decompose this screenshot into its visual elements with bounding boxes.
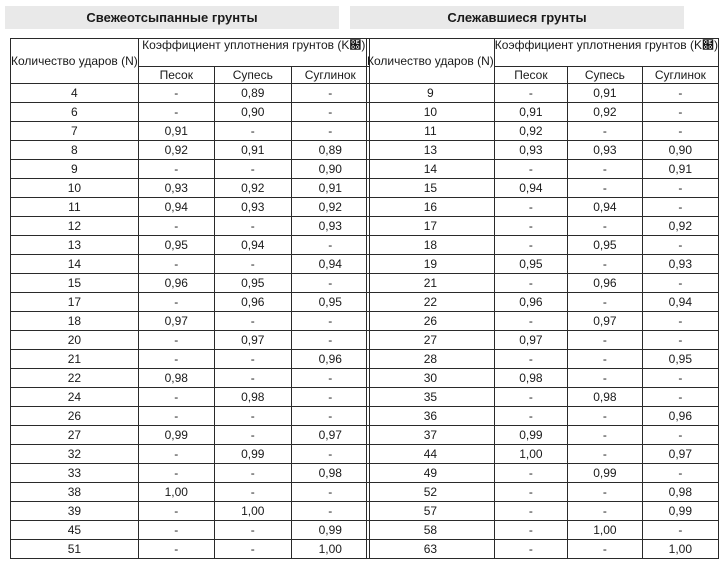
loam-value-cell: - (291, 122, 369, 141)
table-row (367, 369, 719, 388)
table-row (11, 464, 370, 483)
sandy-loam-value-cell: - (568, 445, 643, 464)
sand-value-cell: - (138, 407, 214, 426)
sand-value-cell: 1,00 (138, 483, 214, 502)
sand-value-cell: - (494, 483, 567, 502)
blows-count-cell: 9 (367, 84, 495, 103)
table-row (367, 293, 719, 312)
blows-count-cell: 52 (367, 483, 495, 502)
loam-value-cell: - (642, 312, 718, 331)
blows-count-cell: 22 (367, 293, 495, 312)
table-row (367, 312, 719, 331)
table-row (11, 502, 370, 521)
table-row (11, 521, 370, 540)
blows-count-cell: 33 (11, 464, 139, 483)
loam-value-cell: 0,91 (291, 179, 369, 198)
loam-value-cell: 0,98 (291, 464, 369, 483)
table-row (367, 483, 719, 502)
table-row (11, 445, 370, 464)
loam-value-cell: 0,89 (291, 141, 369, 160)
blows-count-cell: 35 (367, 388, 495, 407)
table-row (367, 331, 719, 350)
sandy-loam-value-cell: 1,00 (568, 521, 643, 540)
loam-value-cell: - (642, 464, 718, 483)
sandy-loam-value-cell: 0,96 (568, 274, 643, 293)
sandy-loam-value-cell: 0,91 (214, 141, 291, 160)
sand-value-cell: 0,91 (494, 103, 567, 122)
sandy-loam-value-cell: 0,98 (214, 388, 291, 407)
sandy-loam-value-cell: 0,99 (214, 445, 291, 464)
sand-value-cell: 0,94 (494, 179, 567, 198)
sandy-loam-value-cell: - (214, 540, 291, 559)
loam-value-cell: 0,96 (291, 350, 369, 369)
fresh-soils-panel (5, 6, 339, 29)
table-row (11, 274, 370, 293)
sand-value-cell: - (494, 84, 567, 103)
blows-count-cell: 26 (367, 312, 495, 331)
sandy-loam-value-cell: - (568, 293, 643, 312)
sand-value-cell: - (138, 103, 214, 122)
loam-value-cell: - (642, 331, 718, 350)
sandy-loam-value-cell: - (568, 483, 643, 502)
sand-value-cell: 0,98 (494, 369, 567, 388)
table-row (11, 407, 370, 426)
table-row (367, 84, 719, 103)
blows-count-cell: 8 (11, 141, 139, 160)
blows-count-cell: 14 (11, 255, 139, 274)
table-row (11, 426, 370, 445)
sand-value-cell: 0,99 (494, 426, 567, 445)
blows-count-cell: 21 (367, 274, 495, 293)
sandy-loam-value-cell: 0,96 (214, 293, 291, 312)
blows-count-cell: 24 (11, 388, 139, 407)
loam-value-cell: - (291, 388, 369, 407)
loam-value-cell: 0,97 (291, 426, 369, 445)
loam-value-cell: - (291, 331, 369, 350)
loam-value-cell: - (291, 84, 369, 103)
blows-count-cell: 13 (367, 141, 495, 160)
loam-value-cell: - (642, 236, 718, 255)
sand-column-header: Песок (494, 67, 567, 84)
loam-value-cell: - (642, 274, 718, 293)
loam-value-cell: - (291, 103, 369, 122)
sandy-loam-value-cell: 0,97 (214, 331, 291, 350)
sandy-loam-value-cell: 0,94 (568, 198, 643, 217)
blows-count-cell: 30 (367, 369, 495, 388)
loam-value-cell: - (642, 388, 718, 407)
sand-value-cell: - (138, 350, 214, 369)
fresh-soils-title: Свежеотсыпанные грунты (5, 6, 339, 29)
sandy-loam-value-cell: - (214, 122, 291, 141)
sand-value-cell: - (494, 388, 567, 407)
sandy-loam-value-cell: - (214, 160, 291, 179)
settled-soils-rows (367, 84, 719, 559)
table-row (367, 445, 719, 464)
blows-count-cell: 38 (11, 483, 139, 502)
loam-value-cell: 1,00 (642, 540, 718, 559)
loam-value-cell: 0,97 (642, 445, 718, 464)
sand-column-header: Песок (138, 67, 214, 84)
blows-count-header: Количество ударов (N) (11, 39, 139, 84)
sandy-loam-value-cell: 0,90 (214, 103, 291, 122)
loam-value-cell: - (291, 502, 369, 521)
table-row (11, 236, 370, 255)
sandy-loam-value-cell: - (214, 312, 291, 331)
sand-value-cell: - (494, 407, 567, 426)
sand-value-cell: 0,95 (138, 236, 214, 255)
sand-value-cell: - (494, 350, 567, 369)
table-row (11, 312, 370, 331)
sandy-loam-value-cell: - (568, 407, 643, 426)
loam-value-cell: 0,90 (291, 160, 369, 179)
table-row (367, 464, 719, 483)
table-row (367, 521, 719, 540)
sandy-loam-value-cell: - (568, 217, 643, 236)
blows-count-cell: 26 (11, 407, 139, 426)
sand-value-cell: - (138, 540, 214, 559)
loam-value-cell: - (291, 274, 369, 293)
loam-value-cell: 0,95 (291, 293, 369, 312)
sand-value-cell: - (138, 255, 214, 274)
blows-count-cell: 15 (11, 274, 139, 293)
table-row (11, 350, 370, 369)
blows-count-cell: 21 (11, 350, 139, 369)
sandy-loam-value-cell: 0,93 (568, 141, 643, 160)
sand-value-cell: - (138, 160, 214, 179)
sandy-loam-value-cell: 0,97 (568, 312, 643, 331)
sand-value-cell: 0,98 (138, 369, 214, 388)
loam-value-cell: - (291, 445, 369, 464)
table-row (11, 198, 370, 217)
sandy-loam-value-cell: 0,94 (214, 236, 291, 255)
loam-value-cell: - (642, 521, 718, 540)
sandy-loam-value-cell: - (568, 540, 643, 559)
sandy-loam-value-cell: - (568, 255, 643, 274)
blows-count-header: Количество ударов (N) (367, 39, 495, 84)
loam-value-cell: 0,94 (642, 293, 718, 312)
loam-value-cell: - (642, 103, 718, 122)
loam-value-cell: - (291, 483, 369, 502)
sand-value-cell: 0,93 (138, 179, 214, 198)
sand-value-cell: 1,00 (494, 445, 567, 464)
sand-value-cell: - (494, 540, 567, 559)
sandy-loam-value-cell: - (568, 369, 643, 388)
table-row (367, 103, 719, 122)
blows-count-cell: 17 (11, 293, 139, 312)
loam-value-cell: 0,93 (642, 255, 718, 274)
blows-count-cell: 13 (11, 236, 139, 255)
sand-value-cell: 0,95 (494, 255, 567, 274)
sand-value-cell: - (494, 464, 567, 483)
blows-count-cell: 28 (367, 350, 495, 369)
sandy-loam-value-cell: - (214, 369, 291, 388)
table-row (11, 84, 370, 103)
compaction-coefficient-header: Коэффициент уплотнения грунтов (K฀) (494, 39, 718, 67)
blows-count-cell: 20 (11, 331, 139, 350)
loam-value-cell: 0,99 (291, 521, 369, 540)
table-row (367, 407, 719, 426)
loam-value-cell: - (291, 369, 369, 388)
loam-value-cell: - (642, 122, 718, 141)
blows-count-cell: 14 (367, 160, 495, 179)
loam-value-cell: - (642, 369, 718, 388)
sand-value-cell: - (138, 464, 214, 483)
loam-value-cell: 1,00 (291, 540, 369, 559)
sand-value-cell: 0,97 (494, 331, 567, 350)
blows-count-cell: 18 (11, 312, 139, 331)
fresh-soils-rows (11, 84, 370, 559)
sand-value-cell: 0,92 (494, 122, 567, 141)
blows-count-cell: 39 (11, 502, 139, 521)
sand-value-cell: - (494, 198, 567, 217)
table-row (367, 274, 719, 293)
blows-count-cell: 15 (367, 179, 495, 198)
sandy-loam-value-cell: - (568, 350, 643, 369)
sandy-loam-value-cell: - (214, 407, 291, 426)
blows-count-cell: 36 (367, 407, 495, 426)
loam-value-cell: 0,96 (642, 407, 718, 426)
table-row (11, 483, 370, 502)
sand-value-cell: - (138, 502, 214, 521)
blows-count-cell: 17 (367, 217, 495, 236)
blows-count-cell: 22 (11, 369, 139, 388)
sand-value-cell: - (138, 331, 214, 350)
settled-soils-panel (350, 6, 684, 29)
loam-column-header: Суглинок (642, 67, 718, 84)
sandy-loam-value-cell: - (568, 502, 643, 521)
sandy-loam-value-cell: 0,91 (568, 84, 643, 103)
sandy-loam-value-cell: 0,92 (214, 179, 291, 198)
table-row (367, 141, 719, 160)
blows-count-cell: 10 (11, 179, 139, 198)
sandy-loam-value-cell: - (214, 217, 291, 236)
table-row (11, 369, 370, 388)
loam-value-cell: 0,92 (642, 217, 718, 236)
table-row (11, 217, 370, 236)
table-row (367, 122, 719, 141)
blows-count-cell: 9 (11, 160, 139, 179)
sand-value-cell: - (494, 217, 567, 236)
blows-count-cell: 58 (367, 521, 495, 540)
blows-count-cell: 45 (11, 521, 139, 540)
sandy-loam-value-cell: 0,99 (568, 464, 643, 483)
loam-value-cell: 0,90 (642, 141, 718, 160)
table-row (11, 331, 370, 350)
sand-value-cell: 0,97 (138, 312, 214, 331)
sand-value-cell: - (494, 160, 567, 179)
loam-value-cell: - (642, 179, 718, 198)
blows-count-cell: 7 (11, 122, 139, 141)
sand-value-cell: - (494, 521, 567, 540)
table-row (11, 160, 370, 179)
sandy-loam-column-header: Супесь (568, 67, 643, 84)
sand-value-cell: - (138, 388, 214, 407)
table-row (11, 141, 370, 160)
sandy-loam-value-cell: - (568, 179, 643, 198)
sand-value-cell: 0,96 (138, 274, 214, 293)
blows-count-cell: 37 (367, 426, 495, 445)
sandy-loam-value-cell: - (568, 160, 643, 179)
sand-value-cell: - (138, 217, 214, 236)
sandy-loam-value-cell: - (568, 426, 643, 445)
loam-value-cell: 0,98 (642, 483, 718, 502)
blows-count-cell: 12 (11, 217, 139, 236)
table-row (367, 426, 719, 445)
sand-value-cell: 0,94 (138, 198, 214, 217)
sand-value-cell: 0,99 (138, 426, 214, 445)
blows-count-cell: 49 (367, 464, 495, 483)
loam-value-cell: 0,93 (291, 217, 369, 236)
sand-value-cell: - (138, 521, 214, 540)
loam-value-cell: - (291, 312, 369, 331)
blows-count-cell: 4 (11, 84, 139, 103)
loam-value-cell: 0,91 (642, 160, 718, 179)
blows-count-cell: 57 (367, 502, 495, 521)
sandy-loam-value-cell: 1,00 (214, 502, 291, 521)
sandy-loam-value-cell: - (214, 255, 291, 274)
blows-count-cell: 19 (367, 255, 495, 274)
loam-value-cell: - (291, 236, 369, 255)
sandy-loam-value-cell: - (568, 331, 643, 350)
table-row (367, 160, 719, 179)
sandy-loam-value-cell: - (214, 464, 291, 483)
sand-value-cell: - (494, 236, 567, 255)
fresh-soils-table (10, 38, 370, 559)
blows-count-cell: 51 (11, 540, 139, 559)
blows-count-cell: 44 (367, 445, 495, 464)
table-row (367, 217, 719, 236)
loam-value-cell: - (291, 407, 369, 426)
sand-value-cell: - (494, 502, 567, 521)
sand-value-cell: - (138, 293, 214, 312)
blows-count-cell: 18 (367, 236, 495, 255)
sand-value-cell: 0,93 (494, 141, 567, 160)
sand-value-cell: - (494, 312, 567, 331)
table-row (11, 103, 370, 122)
sandy-loam-value-cell: 0,93 (214, 198, 291, 217)
loam-value-cell: - (642, 198, 718, 217)
settled-soils-table (366, 38, 719, 559)
table-row (11, 388, 370, 407)
blows-count-cell: 6 (11, 103, 139, 122)
sandy-loam-value-cell: 0,95 (214, 274, 291, 293)
sand-value-cell: - (494, 274, 567, 293)
settled-soils-title: Слежавшиеся грунты (350, 6, 684, 29)
table-row (367, 255, 719, 274)
table-row (367, 198, 719, 217)
sand-value-cell: 0,92 (138, 141, 214, 160)
loam-column-header: Суглинок (291, 67, 369, 84)
table-row (367, 350, 719, 369)
blows-count-cell: 27 (11, 426, 139, 445)
sand-value-cell: 0,96 (494, 293, 567, 312)
sand-value-cell: - (138, 445, 214, 464)
loam-value-cell: 0,95 (642, 350, 718, 369)
table-row (11, 122, 370, 141)
sandy-loam-value-cell: - (568, 122, 643, 141)
sandy-loam-column-header: Супесь (214, 67, 291, 84)
table-row (367, 540, 719, 559)
sand-value-cell: 0,91 (138, 122, 214, 141)
sandy-loam-value-cell: - (214, 350, 291, 369)
sandy-loam-value-cell: 0,95 (568, 236, 643, 255)
loam-value-cell: 0,94 (291, 255, 369, 274)
sandy-loam-value-cell: - (214, 483, 291, 502)
sandy-loam-value-cell: 0,92 (568, 103, 643, 122)
table-row (367, 236, 719, 255)
blows-count-cell: 63 (367, 540, 495, 559)
loam-value-cell: 0,99 (642, 502, 718, 521)
loam-value-cell: - (642, 426, 718, 445)
table-row (367, 179, 719, 198)
blows-count-cell: 27 (367, 331, 495, 350)
table-row (367, 502, 719, 521)
table-row (11, 540, 370, 559)
blows-count-cell: 11 (367, 122, 495, 141)
compaction-coefficient-header: Коэффициент уплотнения грунтов (K฀) (138, 39, 369, 67)
table-row (367, 388, 719, 407)
sand-value-cell: - (138, 84, 214, 103)
blows-count-cell: 11 (11, 198, 139, 217)
sandy-loam-value-cell: - (214, 426, 291, 445)
table-row (11, 179, 370, 198)
table-row (11, 293, 370, 312)
blows-count-cell: 32 (11, 445, 139, 464)
sandy-loam-value-cell: 0,89 (214, 84, 291, 103)
table-row (11, 255, 370, 274)
sandy-loam-value-cell: 0,98 (568, 388, 643, 407)
loam-value-cell: - (642, 84, 718, 103)
sandy-loam-value-cell: - (214, 521, 291, 540)
blows-count-cell: 10 (367, 103, 495, 122)
blows-count-cell: 16 (367, 198, 495, 217)
loam-value-cell: 0,92 (291, 198, 369, 217)
